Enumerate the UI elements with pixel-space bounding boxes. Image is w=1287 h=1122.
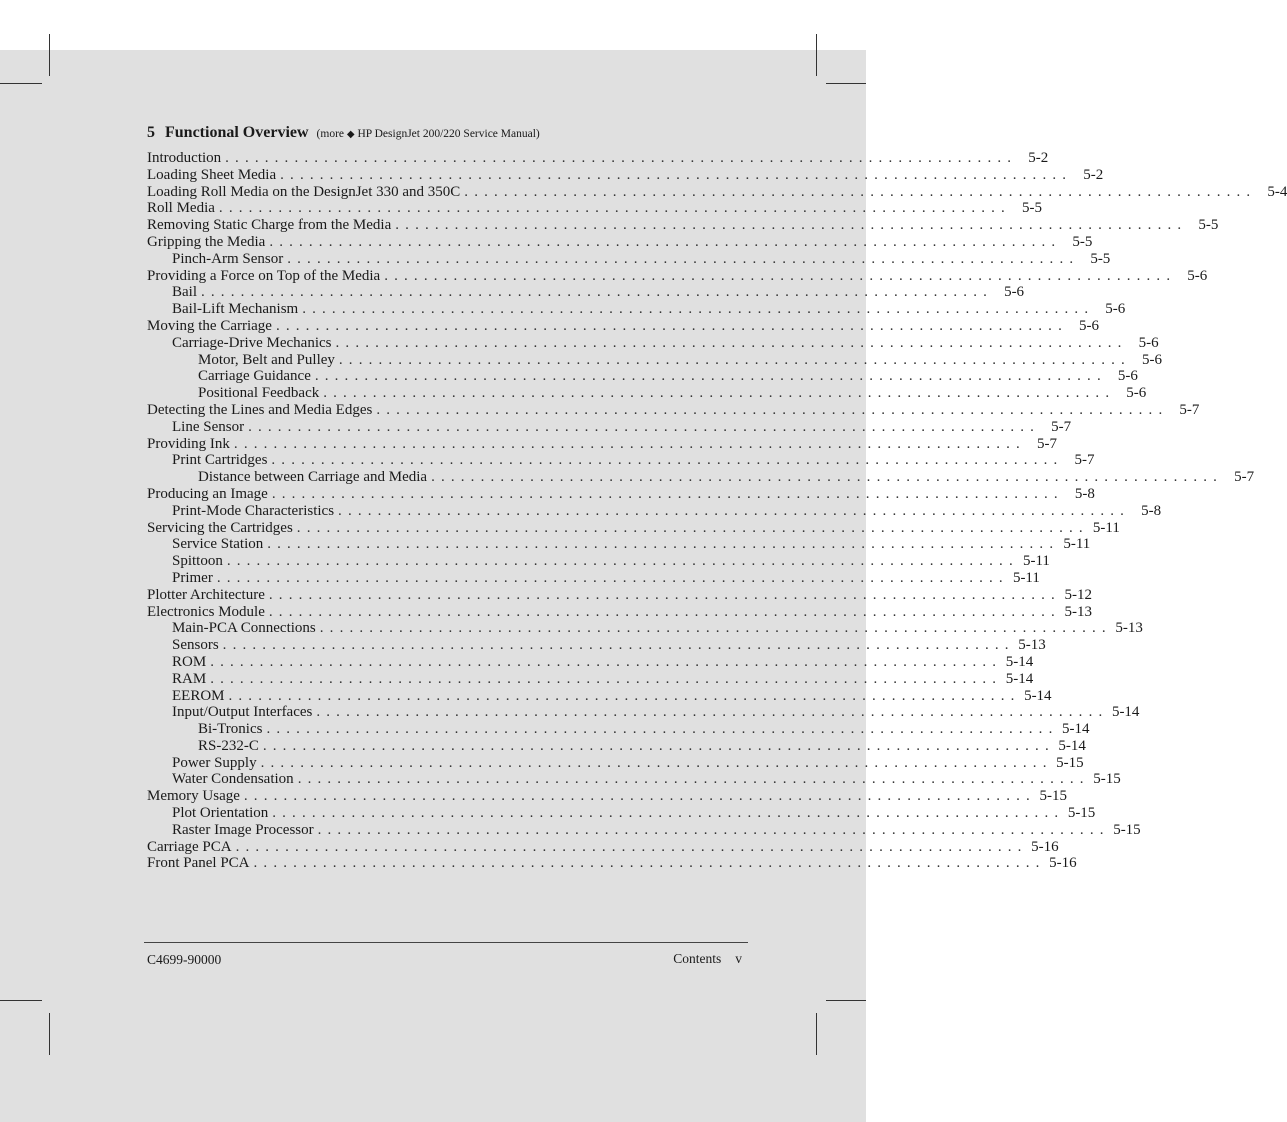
toc-entry-page: 5-2 [1028,150,1049,166]
toc-entry-page: 5-7 [1051,418,1072,435]
toc-entry-page: 5-15 [1039,788,1067,805]
toc-entry [147,469,1255,486]
toc-entry-label: Moving the Carriage [147,317,272,334]
toc-leader-dots: . . . . . . . . . . . . . . . . . . . . . . . . . . . . . . . . . . . . . . . . . . . . . . . . . . . . . . . . . . . . . . . . . . . . . . . . . . . . . . . . [317,821,1105,838]
toc-entry [147,536,1091,553]
toc-entry [147,267,1208,285]
chapter-note-prefix: (more [316,128,345,140]
toc-entry [147,620,1143,637]
toc-entry-label: Providing a Force on Top of the Media [147,267,381,284]
toc-leader-dots: . . . . . . . . . . . . . . . . . . . . . . . . . . . . . . . . . . . . . . . . . . . . . . . . . . . . . . . . . . . . . . . . . . . . . . . . . . . . . . . . [235,838,1023,855]
toc-entry [147,653,1034,671]
toc-leader-dots: . . . . . . . . . . . . . . . . . . . . . . . . . . . . . . . . . . . . . . . . . . . . . . . . . . . . . . . . . . . . . . . . . . . . . . . . . . . . . . . . [323,385,1111,402]
toc-entry [147,351,1162,369]
toc-entry-page: 5-12 [1064,586,1092,603]
toc-leader-dots: . . . . . . . . . . . . . . . . . . . . . . . . . . . . . . . . . . . . . . . . . . . . . . . . . . . . . . . . . . . . . . . . . . . . . . . . . . . . . . . . [275,317,1064,334]
toc-entry-label: Bi-Tronics [198,721,263,738]
toc-entry-page: 5-5 [1021,200,1042,217]
toc-leader-dots: . . . . . . . . . . . . . . . . . . . . . . . . . . . . . . . . . . . . . . . . . . . . . . . . . . . . . . . . . . . . . . . . . . . . . . . . . . . . . . . . [222,637,1010,654]
toc-entry [147,233,1093,251]
toc-leader-dots: . . . . . . . . . . . . . . . . . . . . . . . . . . . . . . . . . . . . . . . . . . . . . . . . . . . . . . . . . . . . . . . . . . . . . . . . . . . . . . . . [338,351,1126,368]
toc-entry-label: Electronics Module [147,603,265,620]
crop-mark-top-right-horizontal [826,83,866,84]
toc-entry-label: Power Supply [172,754,257,771]
toc-entry [147,754,1084,772]
toc-leader-dots: . . . . . . . . . . . . . . . . . . . . . . . . . . . . . . . . . . . . . . . . . . . . . . . . . . . . . . . . . . . . . . . . . . . . . . . . . . . . . . . . [260,754,1048,771]
toc-entry-page: 5-6 [1105,301,1126,318]
toc-entry-label: Gripping the Media [147,233,266,250]
toc-entry-label: Distance between Carriage and Media [198,469,428,486]
toc-entry [147,301,1126,318]
toc-entry [147,687,1052,705]
toc-entry [147,166,1104,184]
toc-entry [147,855,1077,872]
toc-entry-page: 5-11 [1092,519,1120,536]
toc-entry-page: 5-14 [1005,653,1034,670]
toc-entry [147,334,1159,352]
toc-entry-page: 5-14 [1111,704,1140,721]
toc-entry-page: 5-8 [1141,502,1162,519]
toc-entry-page: 5-15 [1093,771,1121,788]
toc-entry-label: Loading Sheet Media [147,166,277,183]
toc-entry-page: 5-14 [1058,737,1086,754]
toc-entry-page: 5-7 [1234,469,1255,486]
toc-leader-dots: . . . . . . . . . . . . . . . . . . . . . . . . . . . . . . . . . . . . . . . . . . . . . . . . . . . . . . . . . . . . . . . . . . . . . . . . . . . . . . . . [431,469,1219,486]
toc-entry-label: Carriage Guidance [198,368,311,385]
toc-entry-label: Plotter Architecture [147,586,265,603]
crop-mark-bottom-left-vertical [49,1013,50,1055]
toc-entry-page: 5-6 [1138,334,1159,351]
toc-entry-page: 5-14 [1005,670,1034,687]
toc-entry-page: 5-8 [1074,485,1095,502]
footer-page-ref [673,951,742,967]
toc-leader-dots: . . . . . . . . . . . . . . . . . . . . . . . . . . . . . . . . . . . . . . . . . . . . . . . . . . . . . . . . . . . . . . . . . . . . . . . . . . . . . . . . [216,569,1004,586]
toc-entry-label: Introduction [147,150,222,166]
toc-entry [147,603,1092,621]
toc-leader-dots: . . . . . . . . . . . . . . . . . . . . . . . . . . . . . . . . . . . . . . . . . . . . . . . . . . . . . . . . . . . . . . . . . . . . . . . . . . . . . . . . [262,737,1050,754]
toc-leader-dots: . . . . . . . . . . . . . . . . . . . . . . . . . . . . . . . . . . . . . . . . . . . . . . . . . . . . . . . . . . . . . . . . . . . . . . . . . . . . . . . . [248,418,1036,435]
toc-entry-label: RS-232-C [198,737,259,754]
toc-entry-label: Loading Roll Media on the DesignJet 330 and 350C [147,183,461,200]
footer-part-number: C4699-90000 [147,952,222,967]
toc-entry-label: Providing Ink [147,435,230,452]
toc-entry-label: Bail [172,284,197,301]
toc-entry-page: 5-6 [1004,284,1025,301]
toc-entry-label: Input/Output Interfaces [172,704,313,721]
toc-entry-label: EEROM [172,687,225,704]
toc-leader-dots: . . . . . . . . . . . . . . . . . . . . . . . . . . . . . . . . . . . . . . . . . . . . . . . . . . . . . . . . . . . . . . . . . . . . . . . . . . . . . . . . [297,771,1085,788]
toc-entry-page: 5-6 [1079,317,1100,334]
toc-entry [147,150,1049,167]
chapter-title: Functional Overview [165,124,309,141]
toc-entry-label: Primer [172,569,213,586]
toc-entry-label: Pinch-Arm Sensor [172,250,284,267]
toc-entry-label: Carriage-Drive Mechanics [172,334,332,351]
toc-entry-page: 5-15 [1056,754,1084,771]
toc-entry-page: 5-7 [1074,452,1095,469]
crop-mark-bottom-right-vertical [816,1013,817,1055]
toc-entry-label: Print-Mode Characteristics [172,502,335,519]
toc-leader-dots: . . . . . . . . . . . . . . . . . . . . . . . . . . . . . . . . . . . . . . . . . . . . . . . . . . . . . . . . . . . . . . . . . . . . . . . . . . . . . . . . [266,721,1054,738]
toc-entry-label: Producing an Image [147,485,268,502]
toc-leader-dots: . . . . . . . . . . . . . . . . . . . . . . . . . . . . . . . . . . . . . . . . . . . . . . . . . . . . . . . . . . . . . . . . . . . . . . . . . . . . . . . . [271,485,1059,502]
crop-mark-top-left-horizontal [0,83,42,84]
toc-entry [147,418,1072,436]
toc-leader-dots: . . . . . . . . . . . . . . . . . . . . . . . . . . . . . . . . . . . . . . . . . . . . . . . . . . . . . . . . . . . . . . . . . . . . . . . . . . . . . . . . [243,788,1031,805]
toc-entry-label: Front Panel PCA [147,855,250,872]
toc-leader-dots: . . . . . . . . . . . . . . . . . . . . . . . . . . . . . . . . . . . . . . . . . . . . . . . . . . . . . . . . . . . . . . . . . . . . . . . . . . . . . . . . [335,334,1123,351]
toc-entry-page: 5-15 [1067,805,1096,822]
table-of-contents [147,150,1287,872]
toc-leader-dots: . . . . . . . . . . . . . . . . . . . . . . . . . . . . . . . . . . . . . . . . . . . . . . . . . . . . . . . . . . . . . . . . . . . . . . . . . . . . . . . . [268,603,1056,620]
toc-entry [147,569,1040,587]
footer-section: Contents [673,951,722,966]
toc-leader-dots: . . . . . . . . . . . . . . . . . . . . . . . . . . . . . . . . . . . . . . . . . . . . . . . . . . . . . . . . . . . . . . . . . . . . . . . . . . . . . . . . [268,586,1056,603]
toc-entry-page: 5-2 [1083,166,1104,183]
toc-entry-label: Raster Image Processor [172,821,314,838]
crop-mark-bottom-left-horizontal [0,1000,42,1001]
toc-entry-page: 5-14 [1062,721,1090,738]
toc-entry [147,670,1034,688]
toc-entry [147,721,1090,738]
toc-leader-dots: . . . . . . . . . . . . . . . . . . . . . . . . . . . . . . . . . . . . . . . . . . . . . . . . . . . . . . . . . . . . . . . . . . . . . . . . . . . . . . . . [225,150,1013,166]
toc-entry [147,519,1120,537]
toc-entry [147,485,1095,503]
toc-leader-dots: . . . . . . . . . . . . . . . . . . . . . . . . . . . . . . . . . . . . . . . . . . . . . . . . . . . . . . . . . . . . . . . . . . . . . . . . . . . . . . . . [338,502,1126,519]
toc-entry-label: Detecting the Lines and Media Edges [147,401,373,418]
toc-leader-dots: . . . . . . . . . . . . . . . . . . . . . . . . . . . . . . . . . . . . . . . . . . . . . . . . . . . . . . . . . . . . . . . . . . . . . . . . . . . . . . . . [376,401,1164,418]
toc-entry-label: Water Condensation [172,771,294,788]
toc-entry-label: Plot Orientation [172,805,269,822]
toc-entry [147,805,1096,822]
toc-leader-dots: . . . . . . . . . . . . . . . . . . . . . . . . . . . . . . . . . . . . . . . . . . . . . . . . . . . . . . . . . . . . . . . . . . . . . . . . . . . . . . . . [228,687,1016,704]
toc-entry-page: 5-15 [1113,821,1141,838]
crop-mark-top-right-vertical [816,34,817,76]
toc-leader-dots: . . . . . . . . . . . . . . . . . . . . . . . . . . . . . . . . . . . . . . . . . . . . . . . . . . . . . . . . . . . . . . . . . . . . . . . . . . . . . . . . [319,620,1107,637]
toc-entry-label: RAM [172,670,207,687]
toc-leader-dots: . . . . . . . . . . . . . . . . . . . . . . . . . . . . . . . . . . . . . . . . . . . . . . . . . . . . . . . . . . . . . . . . . . . . . . . . . . . . . . . . [269,233,1057,250]
toc-leader-dots: . . . . . . . . . . . . . . . . . . . . . . . . . . . . . . . . . . . . . . . . . . . . . . . . . . . . . . . . . . . . . . . . . . . . . . . . . . . . . . . . [464,183,1252,200]
toc-entry-label: Service Station [172,536,264,553]
toc-leader-dots: . . . . . . . . . . . . . . . . . . . . . . . . . . . . . . . . . . . . . . . . . . . . . . . . . . . . . . . . . . . . . . . . . . . . . . . . . . . . . . . . [210,670,998,687]
toc-entry-label: Servicing the Cartridges [147,519,293,536]
toc-leader-dots: . . . . . . . . . . . . . . . . . . . . . . . . . . . . . . . . . . . . . . . . . . . . . . . . . . . . . . . . . . . . . . . . . . . . . . . . . . . . . . . . [218,200,1006,217]
toc-entry-page: 5-13 [1018,637,1046,654]
toc-entry [147,317,1100,335]
crop-mark-top-left-vertical [49,34,50,76]
toc-entry [147,385,1147,402]
toc-entry-page: 5-13 [1115,620,1143,637]
footer-page-number: v [735,951,742,966]
toc-leader-dots: . . . . . . . . . . . . . . . . . . . . . . . . . . . . . . . . . . . . . . . . . . . . . . . . . . . . . . . . . . . . . . . . . . . . . . . . . . . . . . . . [280,166,1068,183]
toc-entry [147,250,1111,268]
toc-entry [147,838,1059,856]
toc-entry-label: Carriage PCA [147,838,232,855]
toc-leader-dots: . . . . . . . . . . . . . . . . . . . . . . . . . . . . . . . . . . . . . . . . . . . . . . . . . . . . . . . . . . . . . . . . . . . . . . . . . . . . . . . . [314,368,1102,385]
toc-entry [147,452,1095,469]
toc-entry-label: Positional Feedback [198,385,320,402]
toc-entry-page: 5-6 [1141,351,1162,368]
toc-entry [147,637,1046,654]
toc-entry-page: 5-11 [1012,569,1040,586]
toc-entry [147,401,1200,419]
toc-entry-label: Motor, Belt and Pulley [198,351,335,368]
toc-entry-page: 5-6 [1117,368,1138,385]
chapter-note-text: HP DesignJet 200/220 Service Manual) [357,128,540,140]
toc-entry [147,788,1067,805]
toc-entry-page: 5-6 [1187,267,1208,284]
crop-mark-bottom-right-horizontal [826,1000,866,1001]
toc-leader-dots: . . . . . . . . . . . . . . . . . . . . . . . . . . . . . . . . . . . . . . . . . . . . . . . . . . . . . . . . . . . . . . . . . . . . . . . . . . . . . . . . [226,553,1014,570]
toc-entry-page: 5-16 [1031,838,1059,855]
toc-entry-page: 5-14 [1024,687,1052,704]
toc-entry [147,771,1121,788]
footer-rule [144,942,748,943]
toc-entry-page: 5-4 [1267,183,1287,200]
toc-entry-page: 5-13 [1064,603,1092,620]
toc-entry [147,821,1141,839]
toc-entry-label: Sensors [172,637,219,654]
toc-entry-page: 5-16 [1049,855,1077,872]
toc-entry-page: 5-7 [1036,435,1057,452]
toc-leader-dots: . . . . . . . . . . . . . . . . . . . . . . . . . . . . . . . . . . . . . . . . . . . . . . . . . . . . . . . . . . . . . . . . . . . . . . . . . . . . . . . . [316,704,1104,721]
toc-entry-page: 5-5 [1072,233,1093,250]
toc-leader-dots: . . . . . . . . . . . . . . . . . . . . . . . . . . . . . . . . . . . . . . . . . . . . . . . . . . . . . . . . . . . . . . . . . . . . . . . . . . . . . . . . [201,284,989,301]
toc-entry-page: 5-11 [1063,536,1091,553]
toc-entry [147,737,1086,755]
toc-leader-dots: . . . . . . . . . . . . . . . . . . . . . . . . . . . . . . . . . . . . . . . . . . . . . . . . . . . . . . . . . . . . . . . . . . . . . . . . . . . . . . . . [287,250,1075,267]
toc-entry [147,200,1042,217]
toc-entry [147,284,1025,301]
toc-entry [147,553,1050,570]
toc-entry-label: Print Cartridges [172,452,268,469]
toc-leader-dots: . . . . . . . . . . . . . . . . . . . . . . . . . . . . . . . . . . . . . . . . . . . . . . . . . . . . . . . . . . . . . . . . . . . . . . . . . . . . . . . . [233,435,1021,452]
toc-entry [147,368,1138,385]
toc-entry [147,704,1140,721]
diamond-icon: ◆ [346,129,355,140]
toc-leader-dots: . . . . . . . . . . . . . . . . . . . . . . . . . . . . . . . . . . . . . . . . . . . . . . . . . . . . . . . . . . . . . . . . . . . . . . . . . . . . . . . . [296,519,1084,536]
toc-entry-label: Removing Static Charge from the Media [147,217,392,234]
toc-entry-label: Spittoon [172,553,223,570]
toc-entry-page: 5-6 [1126,385,1147,402]
chapter-number: 5 [147,124,155,141]
toc-entry-label: Roll Media [147,200,215,217]
toc-entry [147,586,1092,604]
toc-entry-label: Memory Usage [147,788,240,805]
toc-entry-label: ROM [172,653,207,670]
toc-leader-dots: . . . . . . . . . . . . . . . . . . . . . . . . . . . . . . . . . . . . . . . . . . . . . . . . . . . . . . . . . . . . . . . . . . . . . . . . . . . . . . . . [384,267,1172,284]
chapter-note [317,128,540,140]
toc-entry-label: Line Sensor [172,418,245,435]
toc-leader-dots: . . . . . . . . . . . . . . . . . . . . . . . . . . . . . . . . . . . . . . . . . . . . . . . . . . . . . . . . . . . . . . . . . . . . . . . . . . . . . . . . [210,653,998,670]
toc-leader-dots: . . . . . . . . . . . . . . . . . . . . . . . . . . . . . . . . . . . . . . . . . . . . . . . . . . . . . . . . . . . . . . . . . . . . . . . . . . . . . . . . [267,536,1055,553]
toc-leader-dots: . . . . . . . . . . . . . . . . . . . . . . . . . . . . . . . . . . . . . . . . . . . . . . . . . . . . . . . . . . . . . . . . . . . . . . . . . . . . . . . . [302,301,1090,318]
toc-entry [147,217,1219,234]
toc-entry-page: 5-11 [1022,553,1050,570]
toc-entry-page: 5-5 [1198,217,1219,234]
toc-entry-label: Main-PCA Connections [172,620,316,637]
toc-entry-page: 5-7 [1179,401,1200,418]
toc-leader-dots: . . . . . . . . . . . . . . . . . . . . . . . . . . . . . . . . . . . . . . . . . . . . . . . . . . . . . . . . . . . . . . . . . . . . . . . . . . . . . . . . [271,452,1059,469]
toc-leader-dots: . . . . . . . . . . . . . . . . . . . . . . . . . . . . . . . . . . . . . . . . . . . . . . . . . . . . . . . . . . . . . . . . . . . . . . . . . . . . . . . . [253,855,1041,872]
toc-entry [147,183,1287,201]
chapter-heading [147,124,540,142]
toc-entry-page: 5-5 [1090,250,1111,267]
toc-leader-dots: . . . . . . . . . . . . . . . . . . . . . . . . . . . . . . . . . . . . . . . . . . . . . . . . . . . . . . . . . . . . . . . . . . . . . . . . . . . . . . . . [395,217,1183,234]
toc-entry [147,502,1162,520]
toc-entry-label: Bail-Lift Mechanism [172,301,299,318]
toc-entry [147,435,1057,453]
toc-leader-dots: . . . . . . . . . . . . . . . . . . . . . . . . . . . . . . . . . . . . . . . . . . . . . . . . . . . . . . . . . . . . . . . . . . . . . . . . . . . . . . . . [272,805,1060,822]
